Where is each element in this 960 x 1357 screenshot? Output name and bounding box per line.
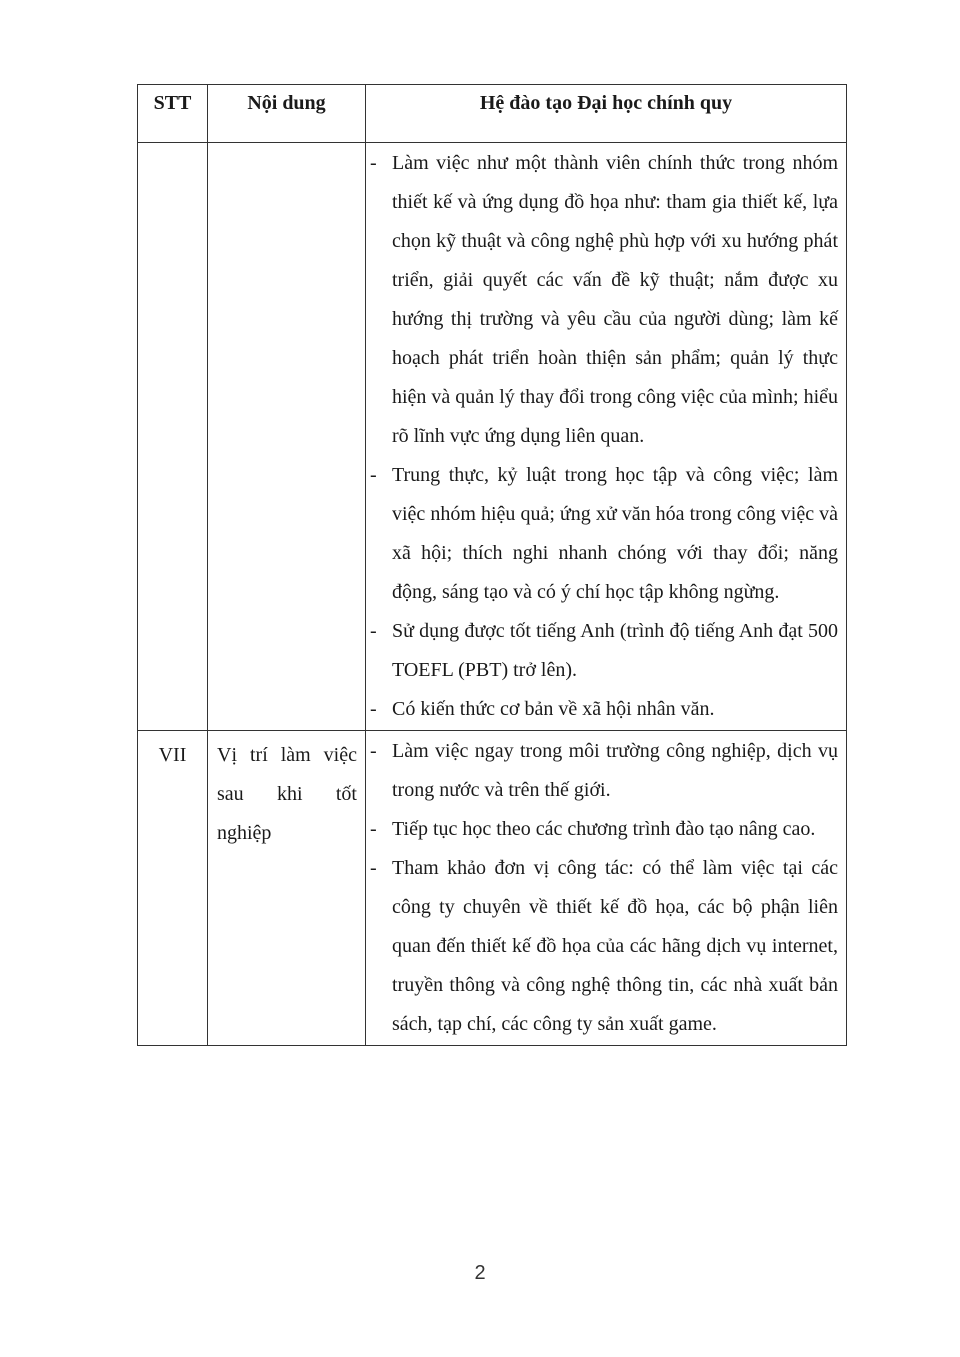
bullet-dash: - <box>370 152 377 174</box>
table-row <box>138 143 847 731</box>
row1-stt <box>138 143 208 731</box>
row2-bullet-list <box>366 731 846 1045</box>
row2-stt: VII <box>138 731 208 1046</box>
list-item: - Tham khảo đơn vị công tác: có thể làm việc tại các công ty chuyên về thiết kế đồ họa, các bộ phận liên quan đến thiết kế đồ họa của các hãng dịch vụ internet, truyền thông và công nghệ thông tin, các nhà xuất bản sách, tạp chí, các công ty sản xuất game. <box>370 849 838 1044</box>
row2-details <box>366 731 847 1046</box>
row2-content: Vị trí làm việc sau khi tốt nghiệp <box>208 731 366 1046</box>
list-item: - Có kiến thức cơ bản về xã hội nhân văn. <box>370 690 838 729</box>
list-item: - Sử dụng được tốt tiếng Anh (trình độ tiếng Anh đạt 500 TOEFL (PBT) trở lên). <box>370 612 838 690</box>
bullet-dash: - <box>370 464 377 486</box>
table-row <box>138 731 847 1046</box>
curriculum-table <box>137 84 847 1046</box>
page-number: 2 <box>474 1262 486 1284</box>
bullet-dash: - <box>370 698 377 720</box>
list-item: - Làm việc như một thành viên chính thức trong nhóm thiết kế và ứng dụng đồ họa như: tham gia thiết kế, lựa chọn kỹ thuật và công nghệ phù hợp với xu hướng phát triển, giải quyết các vấn đề kỹ thuật; nắm được xu hướng thị trường và yêu cầu của người dùng; làm kế hoạch phát triển hoàn thiện sản phẩm; quản lý thực hiện và quản lý thay đổi trong công việc của mình; hiểu rõ lĩnh vực ứng dụng liên quan. <box>370 144 838 456</box>
list-item: - Trung thực, kỷ luật trong học tập và công việc; làm việc nhóm hiệu quả; ứng xử văn hóa trong công việc và xã hội; thích nghi nhanh chóng với thay đổi; năng động, sáng tạo và có ý chí học tập không ngừng. <box>370 456 838 612</box>
bullet-dash: - <box>370 620 377 642</box>
header-content: Nội dung <box>208 85 366 143</box>
bullet-dash: - <box>370 818 377 840</box>
header-stt: STT <box>138 85 208 143</box>
list-item: - Tiếp tục học theo các chương trình đào tạo nâng cao. <box>370 810 838 849</box>
table-header-row <box>138 85 847 143</box>
bullet-dash: - <box>370 740 377 762</box>
list-item: - Làm việc ngay trong môi trường công nghiệp, dịch vụ trong nước và trên thế giới. <box>370 732 838 810</box>
row1-content <box>208 143 366 731</box>
row1-details <box>366 143 847 731</box>
header-program: Hệ đào tạo Đại học chính quy <box>366 85 847 143</box>
bullet-dash: - <box>370 857 377 879</box>
row1-bullet-list <box>366 143 846 730</box>
